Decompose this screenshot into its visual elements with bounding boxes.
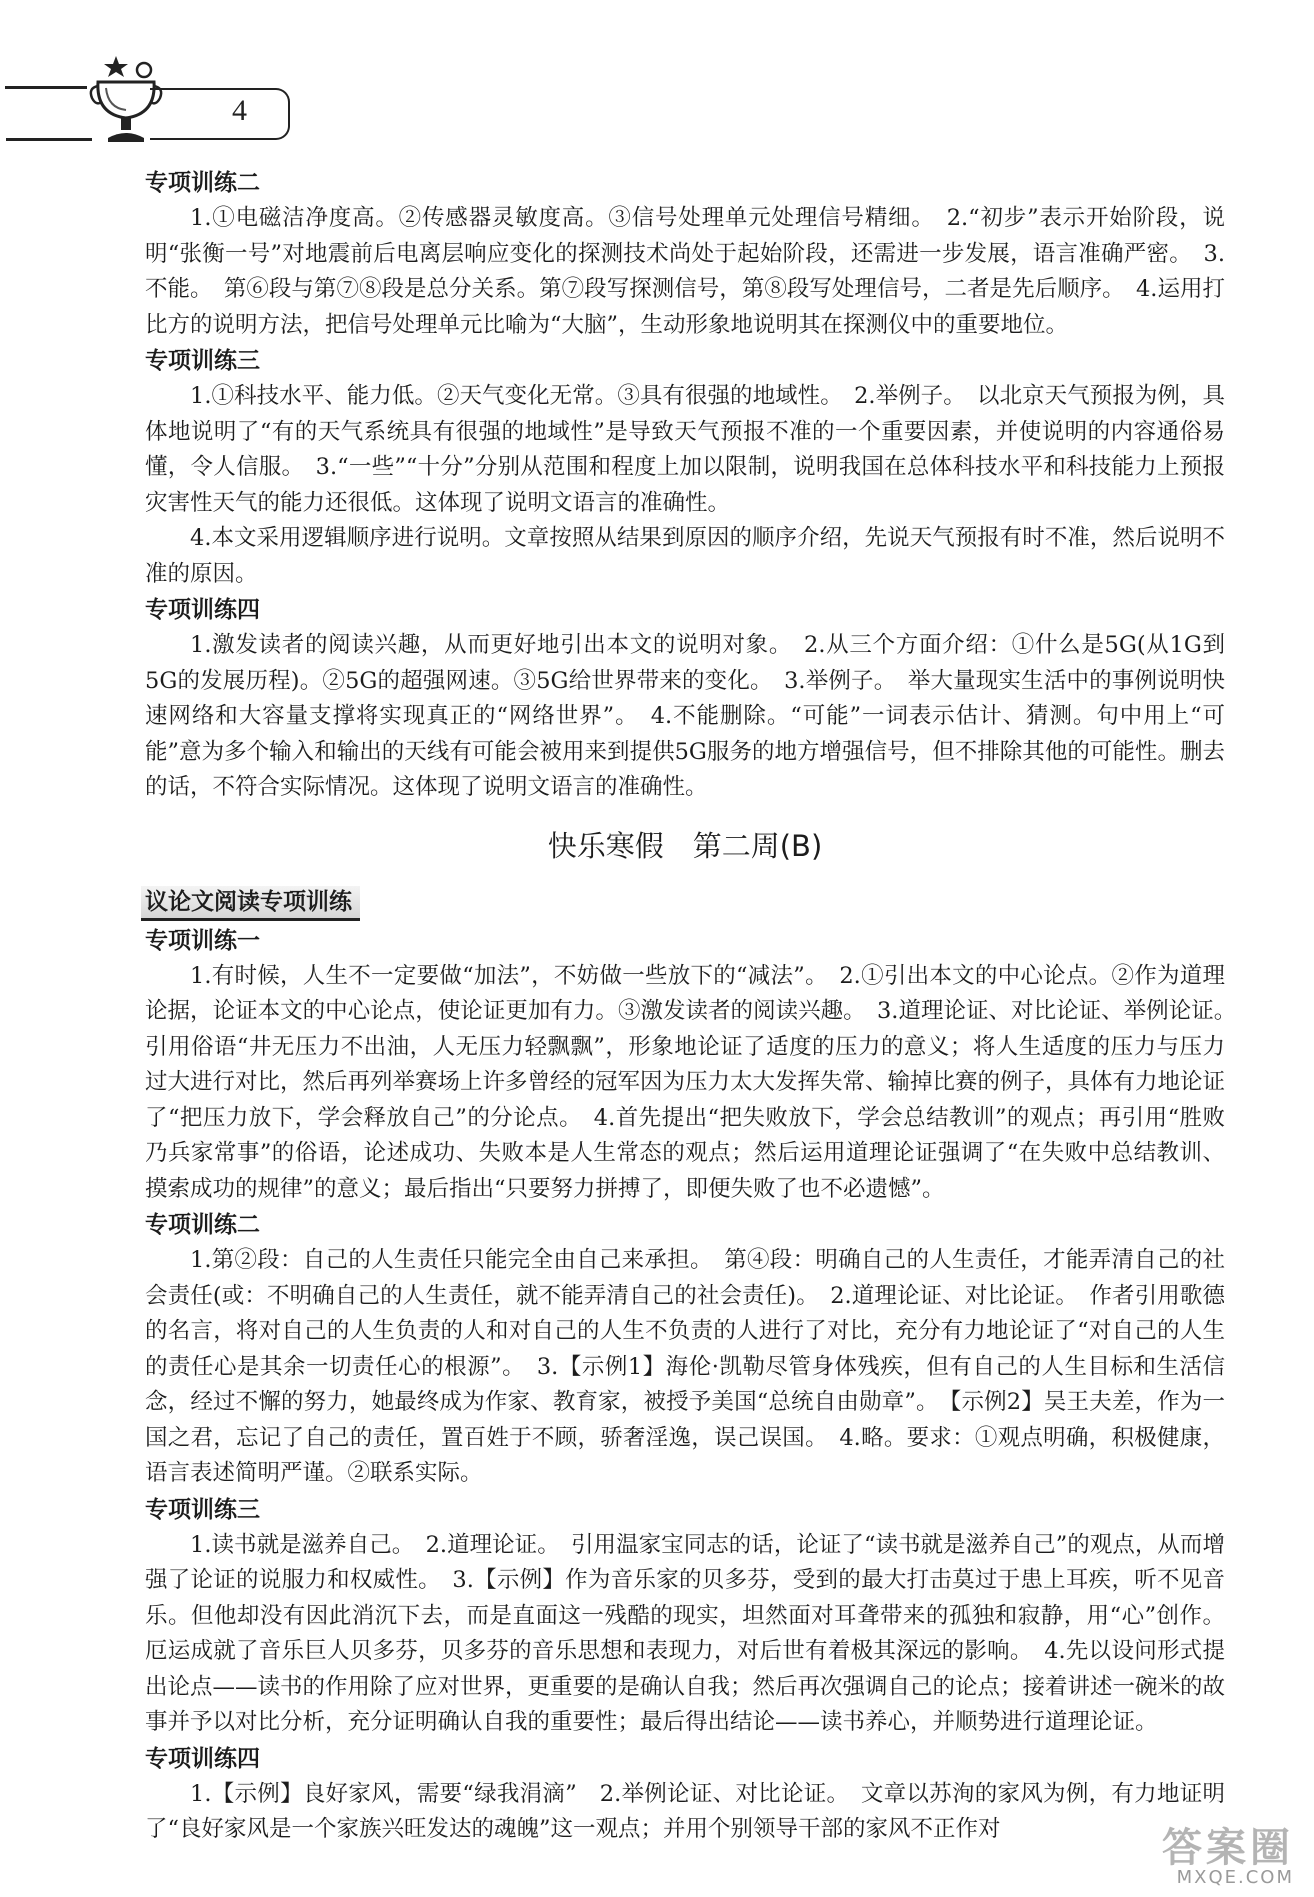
- section-title: 专项训练四: [145, 597, 260, 623]
- answer-paragraph: 1.第②段：自己的人生责任只能完全由自己来承担。 第④段：明确自己的人生责任，才能弄清自己的社会责任(或：不明确自己的人生责任，就不能弄清自己的社会责任)。 2.道理论证、对比论证。 作者引用歌德的名言，将对自己的人生负责的人和对自己的人生不负责的人进行了对比，充分有力地论证了“对自己的人生的责任心是其余一切责任心的根源”。 3.【示例1】海伦·凯勒尽管身体残疾，但有自己的人生目标和生活信念，经过不懈的努力，她最终成为作家、教育家，被授予美国“总统自由勋章”。 【示例2】吴王夫差，作为一国之君，忘记了自己的责任，置百姓于不顾，骄奢淫逸，误己误国。 4.略。要求：①观点明确，积极健康，语言表述简明严谨。②联系实际。: [145, 1247, 1225, 1486]
- answer-paragraph: 1.①科技水平、能力低。②天气变化无常。③具有很强的地域性。 2.举例子。 以北京天气预报为例，具体地说明了“有的天气系统具有很强的地域性”是导致天气预报不准的一个重要因素，并使说明的内容通俗易懂，令人信服。 3.“一些”“十分”分别从范围和程度上加以限制，说明我国在总体科技水平和科技能力上预报灾害性天气的能力还很低。这体现了说明文语言的准确性。: [145, 383, 1225, 516]
- week-title: 快乐寒假 第二周(B): [547, 828, 823, 863]
- page-number: 4: [232, 94, 247, 127]
- page-number-box: [150, 88, 290, 140]
- expository-answers: [145, 165, 1225, 806]
- section-title: 专项训练二: [145, 170, 260, 196]
- watermark-text: 答案圈: [1162, 1825, 1294, 1871]
- section-title: 专项训练三: [145, 1496, 260, 1523]
- header-rule: [6, 138, 92, 141]
- header-rule: [5, 86, 87, 89]
- page-header: [0, 0, 1314, 150]
- section-title: 专项训练三: [145, 348, 260, 374]
- watermark-url: MXQE.COM: [1176, 1867, 1294, 1888]
- section-title: 专项训练四: [145, 1745, 260, 1772]
- argumentative-answers: [145, 923, 1248, 1848]
- answer-paragraph: 4.本文采用逻辑顺序进行说明。文章按照从结果到原因的顺序介绍，先说天气预报有时不准，然后说明不准的原因。: [145, 525, 1225, 587]
- answer-paragraph: 1.有时候，人生不一定要做“加法”，不妨做一些放下的“减法”。 2.①引出本文的中心论点。②作为道理论据，论证本文的中心论点，使论证更加有力。③激发读者的阅读兴趣。 3.道理论证、对比论证、举例论证。 引用俗语“井无压力不出油，人无压力轻飘飘”，形象地论证了适度的压力的意义；将人生适度的压力与压力过大进行对比，然后再列举赛场上许多曾经的冠军因为压力太大发挥失常、输掉比赛的例子，具体有力地论证了“把压力放下，学会释放自己”的分论点。 4.首先提出“把失败放下，学会总结教训”的观点；再引用“胜败乃兵家常事”的俗语，论述成功、失败本是人生常态的观点；然后运用道理论证强调了“在失败中总结教训、摸索成功的规律”的意义；最后指出“只要努力拼搏了，即便失败了也不必遗憾”。: [145, 962, 1248, 1202]
- answer-paragraph: 1.读书就是滋养自己。 2.道理论证。 引用温家宝同志的话，论证了“读书就是滋养自己”的观点，从而增强了论证的说服力和权威性。 3.【示例】作为音乐家的贝多芬，受到的最大打击莫过于患上耳疾，听不见音乐。但他却没有因此消沉下去，而是直面这一残酷的现实，坦然面对耳聋带来的孤独和寂静，用“心”创作。厄运成就了音乐巨人贝多芬，贝多芬的音乐思想和表现力，对后世有着极其深远的影响。 4.先以设问形式提出论点——读书的作用除了应对世界，更重要的是确认自我；然后再次强调自己的论点；接着讲述一碗米的故事并予以对比分析，充分证明确认自我的重要性；最后得出结论——读书养心，并顺势进行道理论证。: [145, 1531, 1226, 1735]
- section-title: 专项训练二: [145, 1212, 260, 1238]
- answer-paragraph: 1.【示例】良好家风，需要“绿我涓滴” 2.举例论证、对比论证。 文章以苏洵的家风为例，有力地证明了“良好家风是一个家族兴旺发达的魂魄”这一观点；并用个别领导干部的家风不正作对: [145, 1780, 1225, 1842]
- answer-content: [145, 165, 1248, 1848]
- watermark-logo: [1064, 1827, 1294, 1889]
- answer-paragraph: 1.①电磁洁净度高。②传感器灵敏度高。③信号处理单元处理信号精细。 2.“初步”表示开始阶段，说明“张衡一号”对地震前后电离层响应变化的探测技术尚处于起始阶段，还需进一步发展，语言准确严密。 3.不能。 第⑥段与第⑦⑧段是总分关系。第⑦段写探测信号，第⑧段写处理信号，二者是先后顺序。 4.运用打比方的说明方法，把信号处理单元比喻为“大脑”，生动形象地说明其在探测仪中的重要地位。: [145, 205, 1225, 338]
- section-banner: 议论文阅读专项训练: [141, 886, 360, 921]
- section-title: 专项训练一: [145, 927, 260, 954]
- answer-paragraph: 1.激发读者的阅读兴趣，从而更好地引出本文的说明对象。 2.从三个方面介绍：①什么是5G(从1G到5G的发展历程)。②5G的超强网速。③5G给世界带来的变化。 3.举例子。 举大量现实生活中的事例说明快速网络和大容量支撑将实现真正的“网络世界”。 4.不能删除。“可能”一词表示估计、猜测。句中用上“可能”意为多个输入和输出的天线有可能会被用来到提供5G服务的地方增强信号，但不排除其他的可能性。删去的话，不符合实际情况。这体现了说明文语言的准确性。: [145, 632, 1225, 800]
